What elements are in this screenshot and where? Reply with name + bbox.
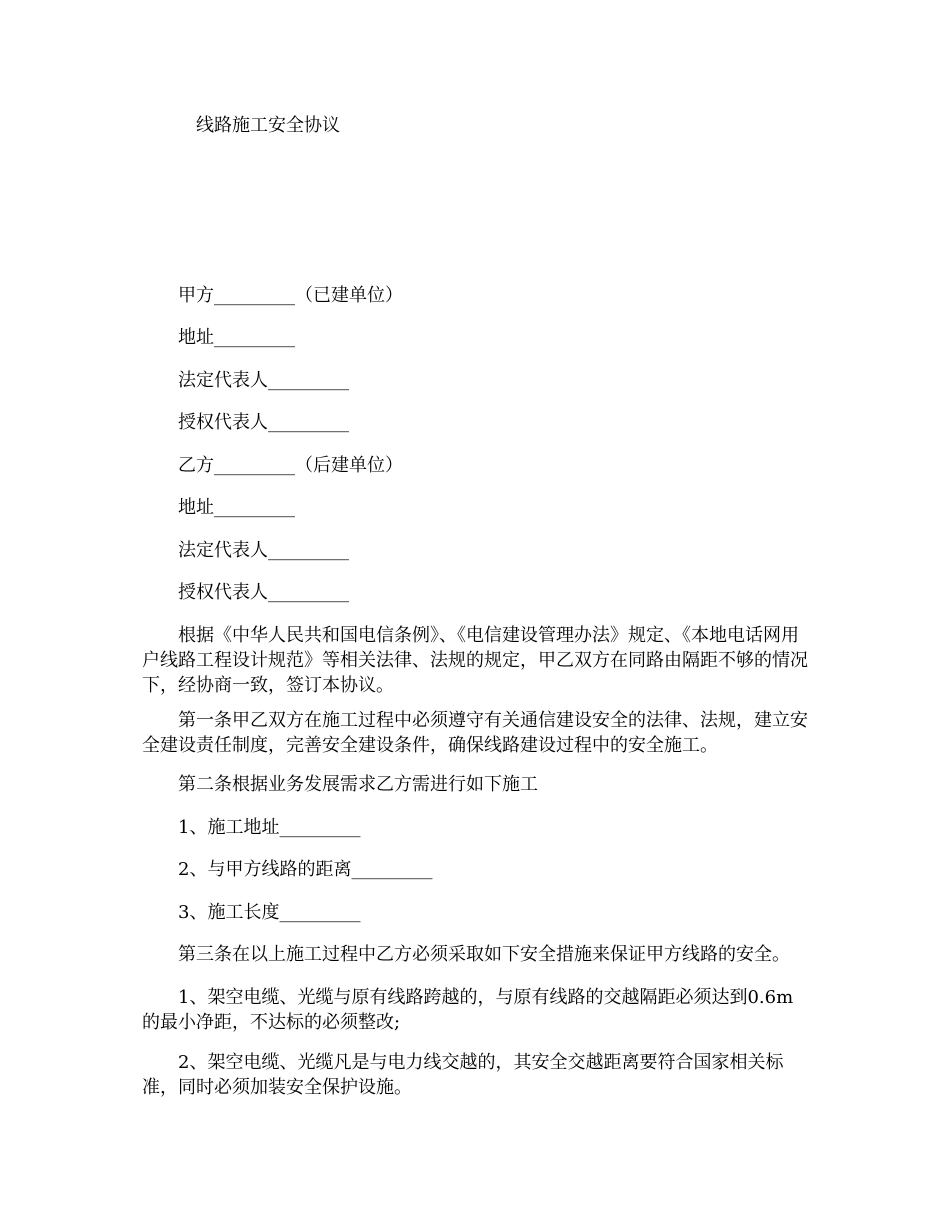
party-a-legal-rep-line: 法定代表人_________ [178, 370, 349, 391]
article-2-item-2: 2、与甲方线路的距离_________ [178, 859, 433, 880]
article-2-heading: 第二条根据业务发展需求乙方需进行如下施工 [178, 774, 538, 795]
party-b-address-line: 地址_________ [178, 497, 295, 518]
party-a-name-line: 甲方_________（已建单位） [178, 285, 403, 306]
party-b-auth-rep-line: 授权代表人_________ [178, 582, 349, 603]
article-3-item-2: 2、架空电缆、光缆凡是与电力线交越的，其安全交越距离要符合国家相关标准，同时必须加装安全保护设施。 [142, 1052, 784, 1098]
preamble-paragraph: 根据《中华人民共和国电信条例》、《电信建设管理办法》规定、《本地电话网用户线路工程设计规范》等相关法律、法规的规定，甲乙双方在同路由隔距不够的情况下，经协商一致，签订本协议。 [142, 625, 808, 696]
article-1-paragraph: 第一条甲乙双方在施工过程中必须遵守有关通信建设安全的法律、法规，建立安全建设责任制度，完善安全建设条件，确保线路建设过程中的安全施工。 [142, 710, 808, 756]
party-b-legal-rep-line: 法定代表人_________ [178, 540, 349, 561]
article-2-item-1: 1、施工地址_________ [178, 817, 361, 838]
party-b-name-line: 乙方_________（后建单位） [178, 455, 403, 476]
article-2-item-3: 3、施工长度_________ [178, 902, 361, 923]
article-3-heading: 第三条在以上施工过程中乙方必须采取如下安全措施来保证甲方线路的安全。 [178, 944, 790, 965]
party-a-address-line: 地址_________ [178, 327, 295, 348]
document-title: 线路施工安全协议 [196, 115, 340, 136]
party-a-auth-rep-line: 授权代表人_________ [178, 412, 349, 433]
article-3-item-1: 1、架空电缆、光缆与原有线路跨越的，与原有线路的交越隔距必须达到0.6m的最小净距，不达标的必须整改; [142, 987, 794, 1033]
